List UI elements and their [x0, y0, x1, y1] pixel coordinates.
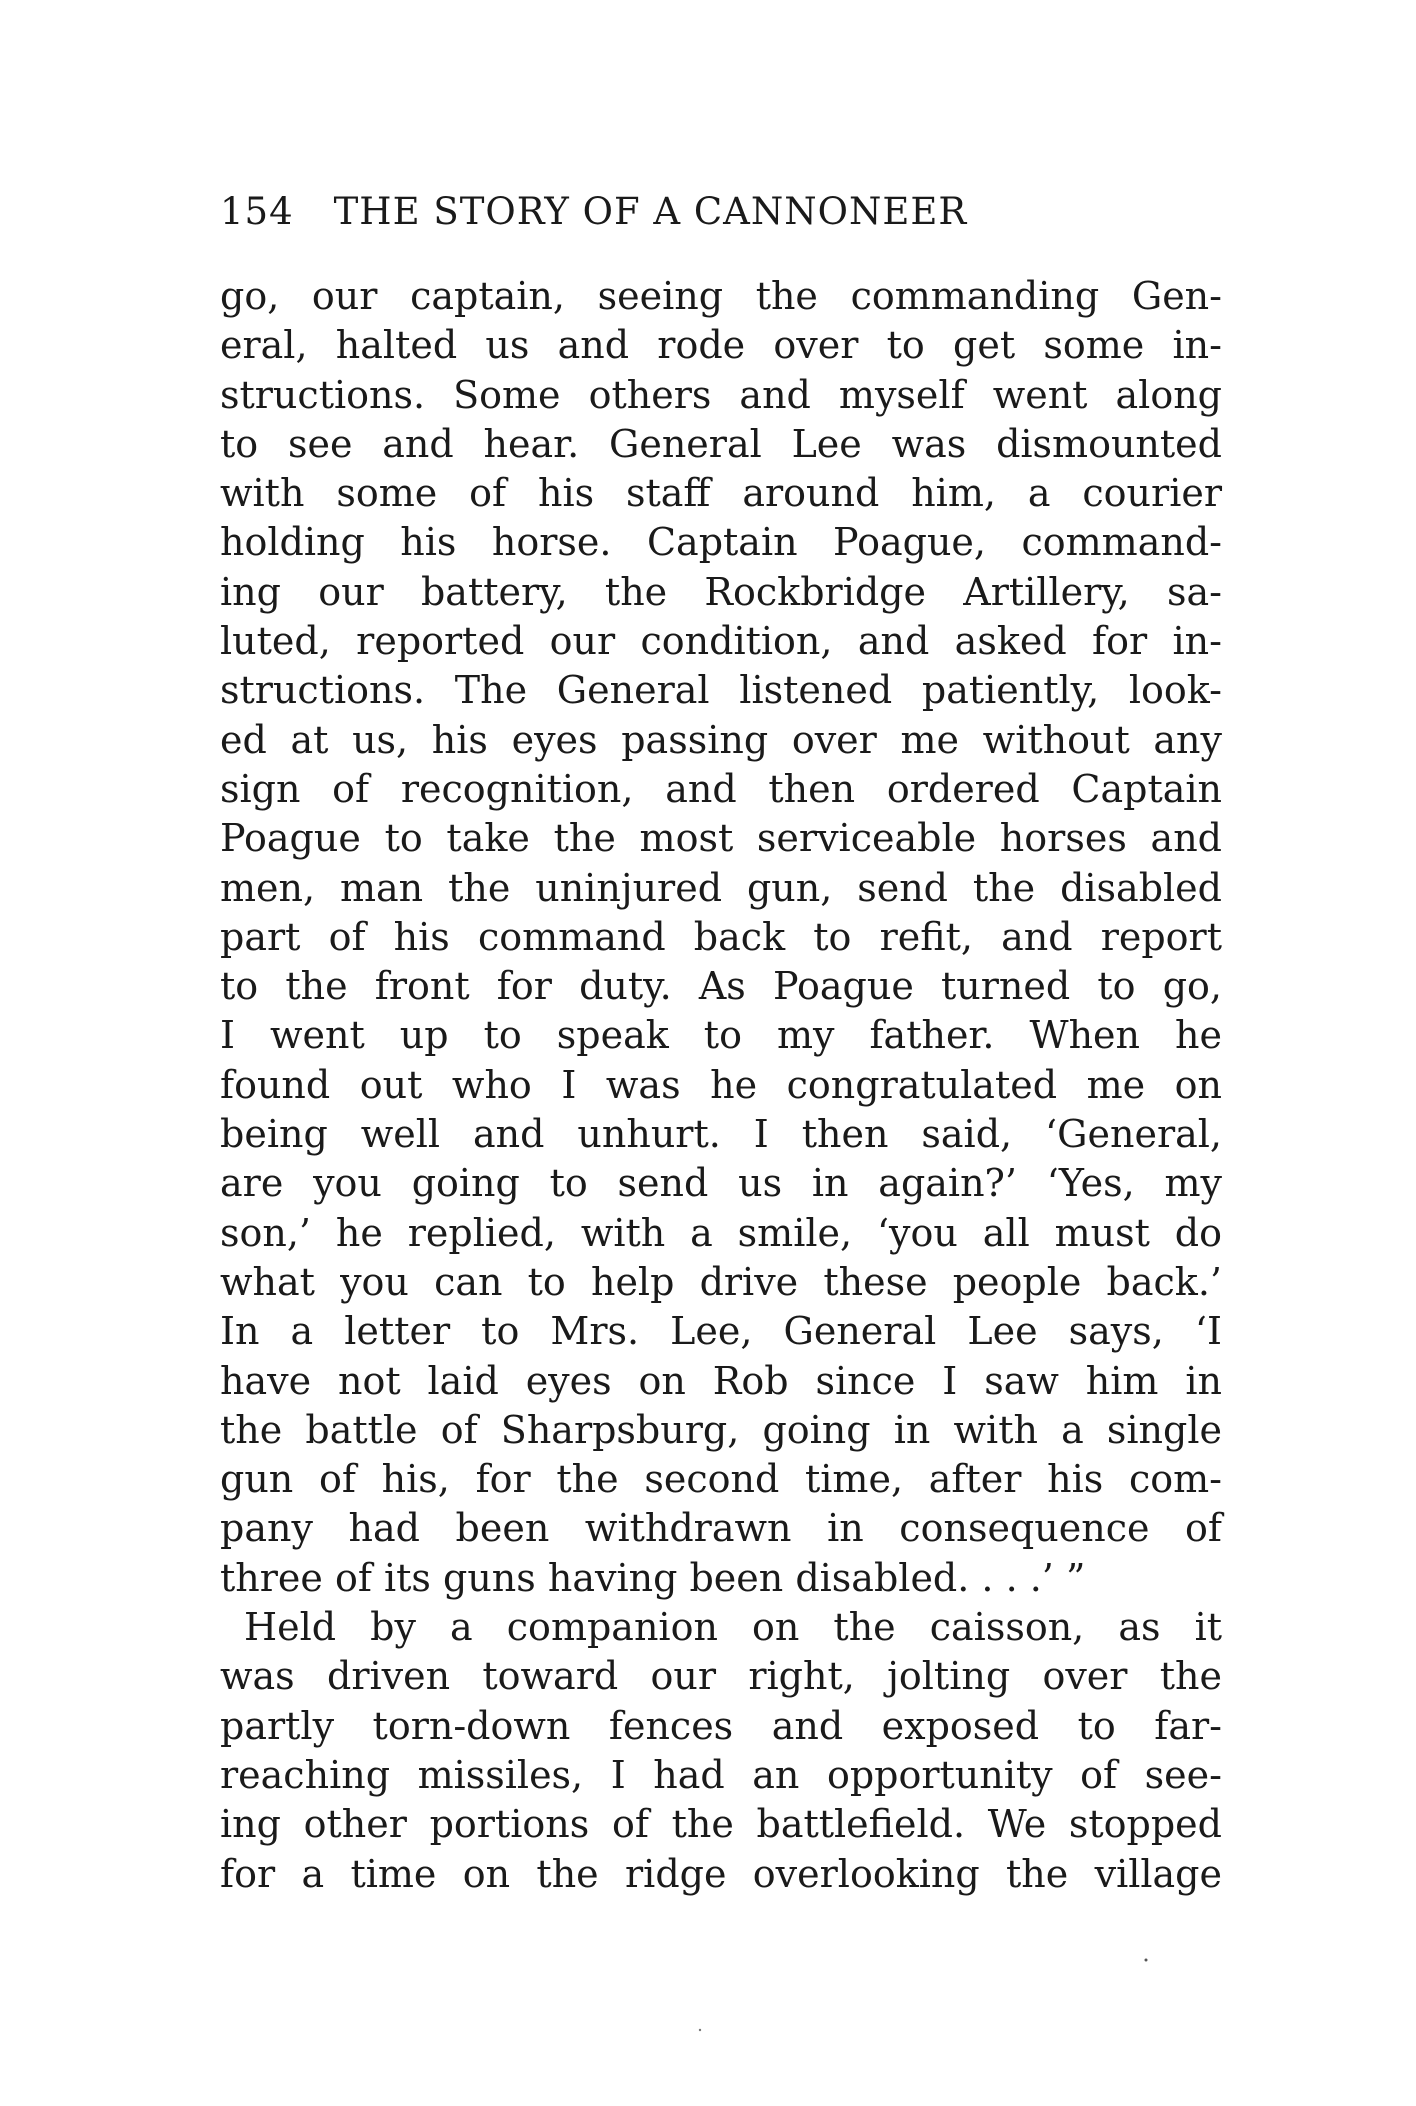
- paragraph-start-line: Held by a companion on the caisson, as it: [244, 1605, 1222, 1650]
- ink-speck: [1145, 1959, 1148, 1962]
- text-line: Poague to take the most serviceable horses and: [220, 816, 1222, 861]
- text-line: was driven toward our right, jolting over the: [220, 1654, 1222, 1699]
- text-line: have not laid eyes on Rob since I saw him in: [220, 1358, 1222, 1403]
- ink-speck: [699, 2029, 701, 2031]
- text-line: eral, halted us and rode over to get some in-: [220, 323, 1222, 368]
- text-line: structions. Some others and myself went along: [220, 372, 1222, 417]
- text-line: go, our captain, seeing the commanding Gen-: [220, 274, 1222, 318]
- paragraph-end-line: three of its guns having been disabled. . . .’ ”: [220, 1555, 1086, 1600]
- text-line: sign of recognition, and then ordered Captain: [220, 766, 1222, 811]
- text-line: men, man the uninjured gun, send the disabled: [220, 865, 1222, 910]
- text-line: pany had been withdrawn in consequence of: [220, 1506, 1222, 1551]
- text-line: partly torn-down fences and exposed to far-: [220, 1703, 1222, 1748]
- running-head: [220, 186, 1220, 238]
- text-line: holding his horse. Captain Poague, command-: [220, 520, 1222, 565]
- text-line: ed at us, his eyes passing over me without any: [220, 717, 1222, 762]
- text-line: part of his command back to refit, and report: [220, 914, 1222, 959]
- text-line: ing our battery, the Rockbridge Artillery, sa-: [220, 569, 1222, 614]
- text-line: for a time on the ridge overlooking the village: [220, 1851, 1222, 1896]
- text-line: gun of his, for the second time, after his com-: [220, 1457, 1222, 1502]
- text-line: to see and hear. General Lee was dismounted: [220, 421, 1222, 466]
- text-line: structions. The General listened patiently, look-: [220, 668, 1222, 713]
- body-text: [220, 272, 1222, 1899]
- text-line: luted, reported our condition, and asked for in-: [220, 619, 1222, 664]
- text-line: with some of his staff around him, a courier: [220, 471, 1222, 516]
- text-line: to the front for duty. As Poague turned to go,: [220, 964, 1222, 1009]
- text-line: reaching missiles, I had an opportunity of see-: [220, 1752, 1222, 1797]
- text-line: ing other portions of the battlefield. We stopped: [220, 1802, 1222, 1847]
- text-line: son,’ he replied, with a smile, ‘you all must do: [220, 1210, 1222, 1255]
- page-number: 154: [220, 190, 294, 233]
- text-line: found out who I was he congratulated me on: [220, 1062, 1222, 1107]
- text-line: the battle of Sharpsburg, going in with a single: [220, 1407, 1222, 1452]
- text-line: I went up to speak to my father. When he: [220, 1013, 1222, 1058]
- running-title: THE STORY OF A CANNONEER: [333, 190, 968, 233]
- text-line: are you going to send us in again?’ ‘Yes, my: [220, 1161, 1222, 1206]
- text-line: being well and unhurt. I then said, ‘General,: [220, 1112, 1222, 1157]
- text-line: what you can to help drive these people back.’: [220, 1259, 1222, 1304]
- text-line: In a letter to Mrs. Lee, General Lee says, ‘I: [220, 1309, 1222, 1354]
